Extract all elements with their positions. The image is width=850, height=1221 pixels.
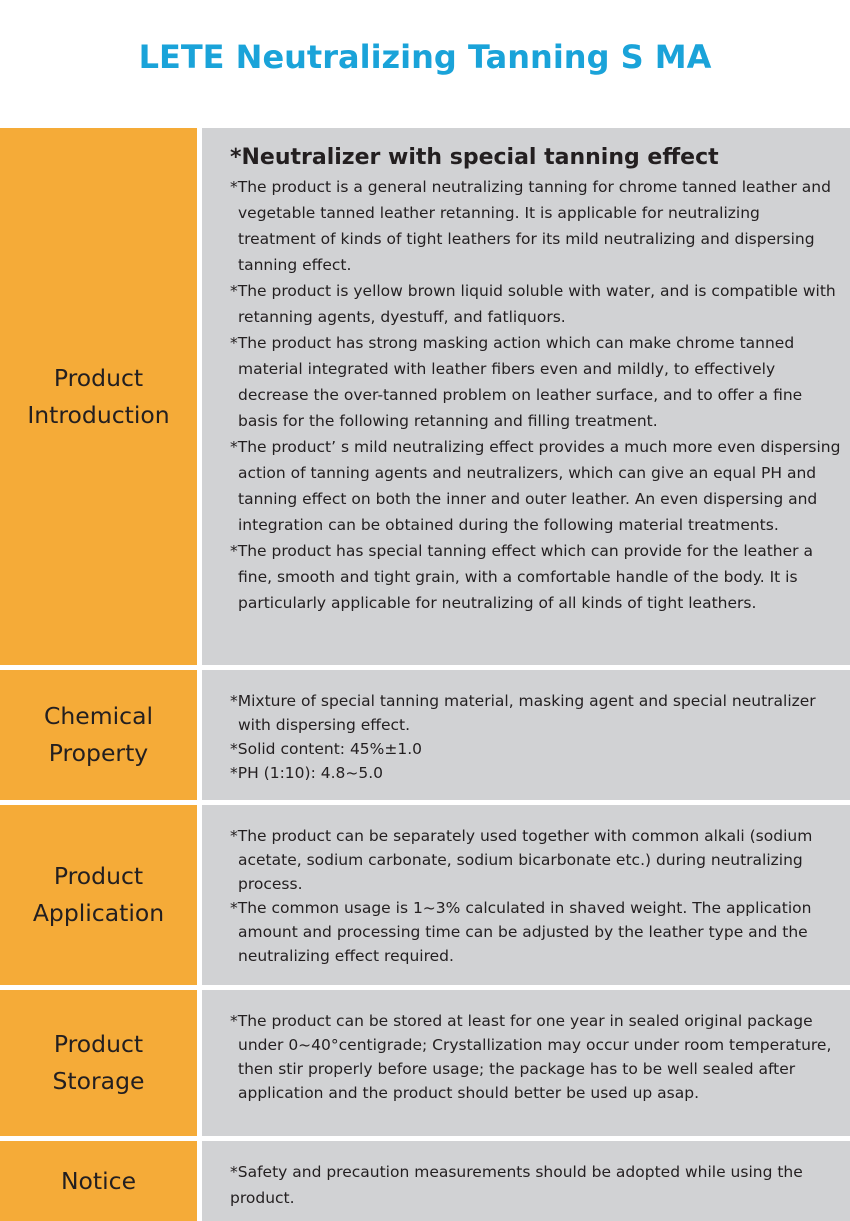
paragraph: *Solid content: 45%±1.0 [230,740,423,758]
paragraph: *The product can be stored at least for one year in sealed original package under 0~40°centigrade; Crystallization may occur under room temperature, then stir properly before usage; the package has to be well sealed after application and the product should better be used up asap. [230,1012,832,1102]
paragraph: *The product has special tanning effect which can provide for the leather a fine, smooth and tight grain, with a comfortable handle of the body. It is particularly applicable for neutralizing of all kinds of tight leathers. [230,542,813,612]
label-line: Storage [52,1067,145,1095]
row-content [202,670,850,800]
paragraph: *Mixture of special tanning material, masking agent and special neutralizer with dispersing effect. [230,692,816,734]
paragraph: *The common usage is 1~3% calculated in shaved weight. The application amount and processing time can be adjusted by the leather type and the neutralizing effect required. [230,899,812,965]
label-line: Chemical [43,702,154,730]
row-product-storage [0,990,850,1136]
label-line: Application [32,899,165,927]
label-line: Product [53,1030,144,1058]
row-content [202,805,850,985]
row-label [0,1141,197,1221]
label-line: Product [53,862,144,890]
label-line: Introduction [27,400,170,429]
paragraph: *The product is a general neutralizing tanning for chrome tanned leather and vegetable tanned leather retanning. It is applicable for neutralizing treatment of kinds of tight leathers for its mild neutralizing and dispersing tanning effect. [230,178,831,274]
paragraph: *PH (1:10): 4.8~5.0 [230,764,384,782]
row-product-introduction [0,128,850,665]
section-heading: *Neutralizer with special tanning effect [230,145,719,170]
paragraph: *Safety and precaution measurements should be adopted while using the product. [230,1163,803,1207]
row-label [0,805,197,985]
label-line: Notice [60,1166,137,1195]
row-content [202,128,850,665]
label-line: Property [48,739,149,767]
paragraph: *The product is yellow brown liquid soluble with water, and is compatible with retanning agents, dyestuff, and fatliquors. [230,282,836,326]
label-line: Product [53,363,144,392]
spec-table [0,128,850,1221]
row-chemical-property [0,670,850,800]
row-notice [0,1141,850,1221]
row-content [202,1141,850,1221]
row-label [0,990,197,1136]
row-product-application [0,805,850,985]
page-title: LETE Neutralizing Tanning S MA [138,38,712,76]
paragraph: *The product’ s mild neutralizing effect provides a much more even dispersing action of tanning agents and neutralizers, which can give an equal PH and tanning effect on both the inner and outer leather. An even dispersing and integration can be obtained during the following material treatments. [230,438,841,534]
row-content [202,990,850,1136]
row-label [0,128,197,665]
paragraph: *The product has strong masking action which can make chrome tanned material integrated with leather fibers even and mildly, to effectively decrease the over-tanned problem on leather surface, and to offer a fine basis for the following retanning and filling treatment. [230,334,803,430]
paragraph: *The product can be separately used together with common alkali (sodium acetate, sodium carbonate, sodium bicarbonate etc.) during neutralizing process. [230,827,813,893]
row-label [0,670,197,800]
